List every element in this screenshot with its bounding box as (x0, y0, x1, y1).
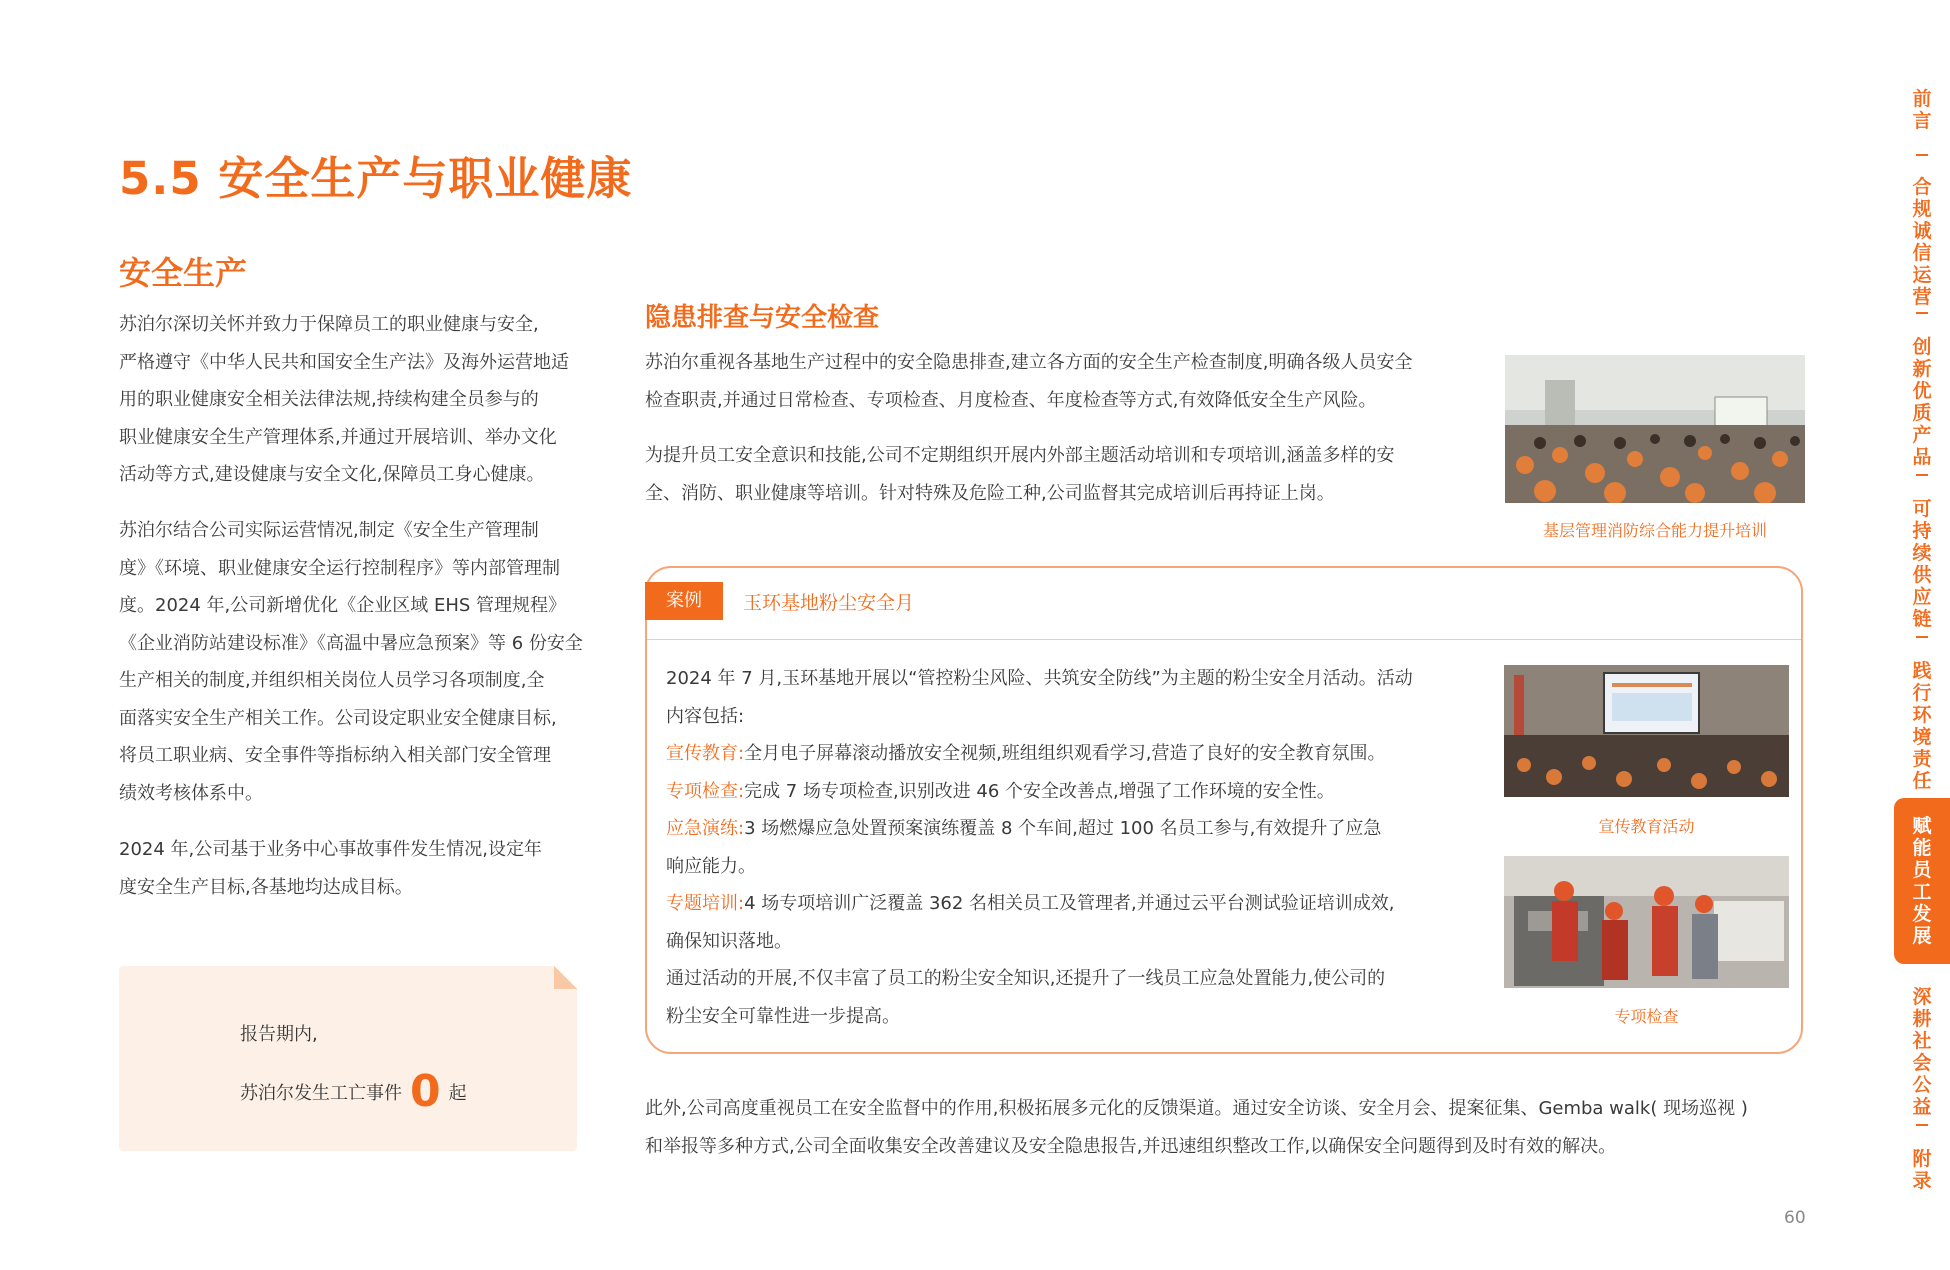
nav-char: 赋 (1912, 815, 1932, 837)
case-item-3: 应急演练:3 场燃爆应急处置预案演练覆盖 8 个车间,超过 100 名员工参与,有效提升了应急 (666, 818, 1382, 839)
education-photo (1504, 665, 1789, 797)
nav-separator (1916, 636, 1928, 638)
inspection-paragraph-2: 为提升员工安全意识和技能,公司不定期组织开展内外部主题活动培训和专项培训,涵盖多样的安 全、消防、职业健康等培训。针对特殊及危险工种,公司监督其完成培训后再持证上岗。 (645, 445, 1395, 504)
nav-char: 益 (1912, 1096, 1932, 1118)
nav-char: 展 (1912, 925, 1932, 947)
case-item-4: 专题培训:4 场专项培训广泛覆盖 362 名相关员工及管理者,并通过云平台测试验证培训成效, (666, 893, 1395, 914)
nav-char: 诚 (1912, 220, 1932, 242)
nav-separator (1916, 312, 1928, 314)
left-paragraph-1: 苏泊尔深切关怀并致力于保障员工的职业健康与安全, 严格遵守《中华人民共和国安全生产法》及海外运营地适 用的职业健康安全相关法律法规,持续构建全员参与的 职业健康安全生产管理体系,并通过开展培训、举办文化 活动等方式,建设健康与安全文化,保障员工身心健康。 (119, 314, 569, 485)
stat-line-2 (240, 1066, 467, 1117)
training-photo-caption: 基层管理消防综合能力提升培训 (1542, 521, 1767, 540)
nav-char: 新 (1912, 358, 1932, 380)
nav-char: 能 (1912, 837, 1932, 859)
nav-char: 续 (1912, 542, 1932, 564)
nav-char: 链 (1912, 608, 1932, 630)
stat-prefix: 苏泊尔发生工亡事件 (240, 1083, 402, 1104)
nav-item-appendix[interactable] (1894, 1148, 1950, 1192)
nav-item-employee[interactable] (1894, 798, 1950, 964)
nav-char: 环 (1912, 704, 1932, 726)
stat-suffix: 起 (448, 1083, 467, 1104)
stat-line-1: 报告期内, (240, 1024, 318, 1045)
nav-char: 附 (1912, 1148, 1932, 1170)
page-title: 5.5 安全生产与职业健康 (119, 152, 633, 205)
nav-char: 境 (1912, 726, 1932, 748)
nav-char: 运 (1912, 264, 1932, 286)
nav-char: 品 (1912, 446, 1932, 468)
nav-char: 员 (1912, 859, 1932, 881)
left-paragraph-2: 苏泊尔结合公司实际运营情况,制定《安全生产管理制 度》《环境、职业健康安全运行控制程序》等内部管理制 度。2024 年,公司新增优化《企业区域 EHS 管理规程》 《企业消防站建设标准》《高温中暑应急预案》等 6 份安全 生产相关的制度,并组织相关岗位人员学习各项制度,全 面落实安全生产相关工作。公司设定职业安全健康目标, 将员工职业病、安全事件等指标纳入相关部门安全管理 绩效考核体系中。 (119, 520, 583, 804)
nav-char: 质 (1912, 402, 1932, 424)
nav-char: 信 (1912, 242, 1932, 264)
nav-char: 耕 (1912, 1008, 1932, 1030)
nav-item-public-welfare[interactable] (1894, 986, 1950, 1118)
nav-item-environment[interactable] (1894, 660, 1950, 792)
left-paragraph-3: 2024 年,公司基于业务中心事故事件发生情况,设定年 度安全生产目标,各基地均达成目标。 (119, 839, 542, 898)
nav-char: 应 (1912, 586, 1932, 608)
nav-char: 持 (1912, 520, 1932, 542)
nav-char: 发 (1912, 903, 1932, 925)
case-divider (647, 639, 1801, 640)
nav-char: 工 (1912, 881, 1932, 903)
case-tag: 案例 (645, 582, 723, 620)
inspection-photo (1504, 856, 1789, 988)
nav-char: 行 (1912, 682, 1932, 704)
nav-char: 公 (1912, 1074, 1932, 1096)
page-number: 60 (1784, 1208, 1806, 1228)
nav-char: 前 (1912, 88, 1932, 110)
nav-separator (1916, 474, 1928, 476)
nav-char: 社 (1912, 1030, 1932, 1052)
case-name: 玉环基地粉尘安全月 (743, 592, 915, 614)
inspection-title: 隐患排查与安全检查 (645, 303, 880, 333)
nav-char: 任 (1912, 770, 1932, 792)
nav-char: 会 (1912, 1052, 1932, 1074)
nav-char: 供 (1912, 564, 1932, 586)
case-content: 2024 年 7 月,玉环基地开展以“管控粉尘风险、共筑安全防线”为主题的粉尘安全月活动。活动 内容包括: 宣传教育:全月电子屏幕滚动播放安全视频,班组组织观看学习,营造了良好的安全教育氛围。 专项检查:完成 7 场专项检查,识别改进 46 个安全改善点,增强了工作环境的安全性。 应急演练:3 场燃爆应急处置预案演练覆盖 8 个车间,超过 100 名员工参与,有效提升了应急 响应能力。 专题培训:4 场专项培训广泛覆盖 362 名相关员工及管理者,并通过云平台测试验证培训成效, 确保知识落地。 通过活动的开展,不仅丰富了员工的粉尘安全知识,还提升了一线员工应急处置能力,使公司的 粉尘安全可靠性进一步提高。 (666, 660, 1476, 1035)
case-item-2: 专项检查:完成 7 场专项检查,识别改进 46 个安全改善点,增强了工作环境的安全性。 (666, 780, 1335, 802)
nav-separator (1916, 154, 1928, 156)
nav-char: 产 (1912, 424, 1932, 446)
nav-item-preface[interactable] (1894, 88, 1950, 132)
nav-separator (1916, 1124, 1928, 1126)
nav-char: 合 (1912, 176, 1932, 198)
nav-item-innovation[interactable] (1894, 336, 1950, 468)
nav-char: 深 (1912, 986, 1932, 1008)
bottom-paragraph: 此外,公司高度重视员工在安全监督中的作用,积极拓展多元化的反馈渠道。通过安全访谈、安全月会、提案征集、Gemba walk( 现场巡视 ) 和举报等多种方式,公司全面收集安全改善建议及安全隐患报告,并迅速组织整改工作,以确保安全问题得到及时有效的解决。 (645, 1098, 1748, 1157)
nav-char: 优 (1912, 380, 1932, 402)
nav-item-compliance[interactable] (1894, 176, 1950, 308)
stat-card (119, 966, 577, 1151)
case-item-1: 宣传教育:全月电子屏幕滚动播放安全视频,班组组织观看学习,营造了良好的安全教育氛围。 (666, 743, 1386, 764)
folded-corner (554, 966, 577, 989)
education-photo-caption: 宣传教育活动 (1598, 817, 1695, 836)
nav-char: 规 (1912, 198, 1932, 220)
nav-char: 践 (1912, 660, 1932, 682)
nav-char: 可 (1912, 498, 1932, 520)
nav-char: 言 (1912, 110, 1932, 132)
training-photo (1505, 355, 1805, 503)
nav-char: 营 (1912, 286, 1932, 308)
section-title: 安全生产 (119, 254, 248, 292)
nav-item-supply-chain[interactable] (1894, 498, 1950, 630)
nav-char: 创 (1912, 336, 1932, 358)
inspection-photo-caption: 专项检查 (1614, 1007, 1679, 1026)
nav-char: 责 (1912, 748, 1932, 770)
stat-number: 0 (410, 1066, 441, 1117)
inspection-paragraph-1: 苏泊尔重视各基地生产过程中的安全隐患排查,建立各方面的安全生产检查制度,明确各级人员安全 检查职责,并通过日常检查、专项检查、月度检查、年度检查等方式,有效降低安全生产风险。 (645, 352, 1413, 411)
nav-char: 录 (1912, 1170, 1932, 1192)
